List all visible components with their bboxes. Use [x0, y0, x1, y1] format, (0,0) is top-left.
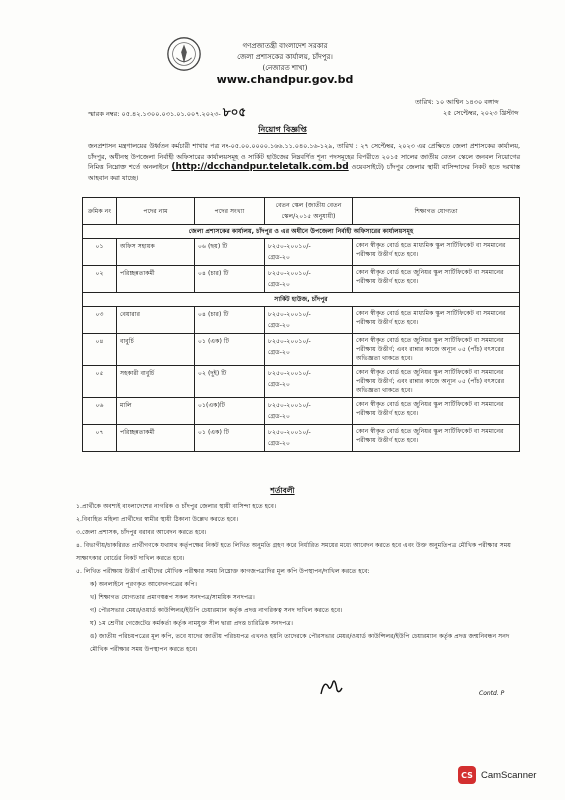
application-website-link[interactable]: (http://dcchandpur.teletalk.com.bd [171, 162, 349, 172]
condition-subitem: খ) শিক্ষাগত যোগ্যতার প্রমাণস্বরূপ সকল সনদপত্র/সাময়িক সনদপত্র। [90, 594, 255, 601]
camscanner-logo-icon: CS [458, 766, 476, 784]
date-bangla: ১০ আশ্বিন ১৪৩০ বঙ্গাব্দ [435, 98, 499, 106]
row-qualification: কোন স্বীকৃত বোর্ড হতে জুনিয়র স্কুল সার্টিফিকেট বা সমমানের পরীক্ষায় উত্তীর্ণ; এবং রান্নার কাজে অন্যূন ০৫ (পাঁচ) বৎসরের অভিজ্ঞতা থাকতে হবে। [353, 366, 520, 398]
section-dc-office: জেলা প্রশাসকের কার্যালয়, চাঁদপুর ও এর অধীনে উপজেলা নির্বাহী অফিসারের কার্যালয়সমূহ [83, 225, 520, 239]
row-serial: ০৫ [83, 366, 117, 398]
row-post: মালি [117, 398, 195, 425]
condition-item: ১.প্রার্থীকে অবশ্যই বাংলাদেশের নাগরিক ও চাঁদপুর জেলার স্থায়ী বাসিন্দা হতে হবে। [76, 503, 277, 510]
row-count: ০৬ (ছয়) টি [195, 239, 265, 266]
row-count: ০১ (এক) টি [195, 334, 265, 366]
table-row [83, 366, 520, 398]
conditions-list [76, 500, 516, 656]
row-count: ০৪ (চার) টি [195, 266, 265, 293]
vacancy-table [82, 197, 520, 452]
row-count: ০৪ (চার) টি [195, 307, 265, 334]
row-qualification: কোন স্বীকৃত বোর্ড হতে জুনিয়র স্কুল সার্টিফিকেট বা সমমানের পরীক্ষায় উত্তীর্ণ হতে হবে। [353, 266, 520, 293]
table-row [83, 239, 520, 266]
condition-subitem: ঘ) ১ম শ্রেণীর গেজেটেড কর্মকর্তা কর্তৃক নামযুক্ত সীল দ্বারা প্রদত্ত চারিত্রিক সনদপত্র। [90, 620, 293, 627]
condition-subitem: গ) পৌরসভার মেয়র/ওয়ার্ড কাউন্সিলর/ইউপি চেয়ারম্যান কর্তৃক প্রদত্ত নাগরিকত্ব সনদ দাখিল করতে হবে। [90, 607, 343, 614]
col-post: পদের নাম [117, 198, 195, 225]
row-serial: ০৪ [83, 334, 117, 366]
section-header-row [83, 293, 520, 307]
condition-item: ৪. বিভাগীয়/চাকরিরত প্রার্থীগণকে যথাযথ কর্তৃপক্ষের নিকট হতে লিখিত অনুমতি গ্রহণ করে নির্ধারিত সময়ের মধ্যে আবেদন করতে হবে এবং উক্ত অনুমতিপত্র মৌখিক পরীক্ষার সময় সাক্ষাৎকার বোর্ডের নিকট দাখিল করতে হবে। [76, 542, 511, 562]
row-post: বেয়ারার [117, 307, 195, 334]
intro-text: জনপ্রশাসন মন্ত্রণালয়ের উর্ধ্বতন কর্মচারী শাখার পত্র নং-০৫.০০.০০০০.১৬৬.১১.০৪০.১৬-১২৯, তারিখ : ২৭ সেপ্টেম্বর, ২০২৩ এর প্রেক্ষিতে জেলা প্রশাসকের কার্যালয়, চাঁদপুর, অধীনস্থ উপজেলা নির্বাহী অফিসারের কার্যালয়সমূহ ও সার্কিট হাউজের নিম্নবর্ণিত শূন্য পদসমূহের বিপরীতে ২০১৫ সালের জাতীয় বেতন স্কেলে জনবল নিয়োগের নিমিত্ত নিম্নোক্ত শর্তে অনলাইনে [88, 142, 520, 171]
condition-item: ২.বিবাহিত মহিলা প্রার্থীদের স্বামীর স্থায়ী ঠিকানা উল্লেখ করতে হবে। [76, 516, 239, 523]
memo-label: স্মারক নম্বর: ০৫.৪২.১৩০০.০৩১.০১.০০৭.২০২৩- [88, 110, 221, 118]
row-scale: ৮২৫০-২০০১০/- গ্রেড-২০ [265, 266, 353, 293]
row-qualification: কোন স্বীকৃত বোর্ড হতে জুনিয়র স্কুল সার্টিফিকেট বা সমমানের পরীক্ষায় উত্তীর্ণ হতে হবে। [353, 398, 520, 425]
row-post: সহকারী বাবুর্চি [117, 366, 195, 398]
col-qualification: শিক্ষাগত যোগ্যতা [353, 198, 520, 225]
table-row [83, 398, 520, 425]
row-count: ০২ (দুই) টি [195, 366, 265, 398]
row-post: বাবুর্চি [117, 334, 195, 366]
table-header-row [83, 198, 520, 225]
intro-paragraph [88, 141, 520, 183]
header-website: www.chandpur.gov.bd [216, 73, 354, 86]
memo-reference [88, 104, 246, 124]
memo-number: ৮০৫ [222, 105, 247, 119]
row-scale: ৮২৫০-২০০১০/- গ্রেড-২০ [265, 366, 353, 398]
continued-note: Contd. P [479, 690, 505, 697]
col-scale: বেতন স্কেল (জাতীয় বেতন স্কেল/২০১৫ অনুযায়ী) [265, 198, 353, 225]
row-count: ০১(এক)টি [195, 398, 265, 425]
table-row [83, 334, 520, 366]
table-row [83, 266, 520, 293]
col-serial: ক্রমিক নং [83, 198, 117, 225]
row-scale: ৮২৫০-২০০১০/- গ্রেড-২০ [265, 307, 353, 334]
header-government: গণপ্রজাতন্ত্রী বাংলাদেশ সরকার [242, 42, 328, 50]
date-english: ২৫ সেপ্টেম্বর, ২০২৩ খ্রিস্টাব্দ [443, 109, 519, 117]
row-post: পরিচ্ছন্নতাকর্মী [117, 425, 195, 452]
camscanner-label: CamScanner [481, 769, 537, 781]
row-scale: ৮২৫০-২০০১০/- গ্রেড-২০ [265, 334, 353, 366]
condition-item: ৫. লিখিত পরীক্ষায় উত্তীর্ণ প্রার্থীদের মৌখিক পরীক্ষার সময় নিম্নোক্ত কাগজপত্রাদির মূল কপি উপস্থাপন/দাখিল করতে হবে: [76, 568, 370, 575]
conditions-title: শর্তাবলী [270, 486, 295, 495]
row-post: পরিচ্ছন্নতাকর্মী [117, 266, 195, 293]
date-label: তারিখ: [415, 98, 434, 106]
row-serial: ০১ [83, 239, 117, 266]
col-count: পদের সংখ্যা [195, 198, 265, 225]
row-serial: ০৭ [83, 425, 117, 452]
header-section: (নেজারত শাখা) [262, 64, 308, 72]
row-qualification: কোন স্বীকৃত বোর্ড হতে মাধ্যমিক স্কুল সার্টিফিকেট বা সমমানের পরীক্ষায় উত্তীর্ণ হতে হবে। [353, 239, 520, 266]
section-circuit-house: সার্কিট হাউজ, চাঁদপুর [83, 293, 520, 307]
row-scale: ৮২৫০-২০০১০/- গ্রেড-২০ [265, 425, 353, 452]
condition-item: ৩.জেলা প্রশাসক, চাঁদপুর বরাবর আবেদন করতে হবে। [76, 529, 207, 536]
row-post: অফিস সহায়ক [117, 239, 195, 266]
signature [318, 676, 344, 698]
notice-title: নিয়োগ বিজ্ঞপ্তি [258, 125, 307, 134]
table-row [83, 425, 520, 452]
row-serial: ০২ [83, 266, 117, 293]
section-header-row [83, 225, 520, 239]
row-scale: ৮২৫০-২০০১০/- গ্রেড-২০ [265, 239, 353, 266]
row-qualification: কোন স্বীকৃত বোর্ড হতে জুনিয়র স্কুল সার্টিফিকেট বা সমমানের পরীক্ষায় উত্তীর্ণ হতে হবে। [353, 425, 520, 452]
row-qualification: কোন স্বীকৃত বোর্ড হতে জুনিয়র স্কুল সার্টিফিকেট বা সমমানের পরীক্ষায় উত্তীর্ণ; এবং রান্নার কাজে অন্যূন ০৫ (পাঁচ) বৎসরের অভিজ্ঞতা থাকতে হবে। [353, 334, 520, 366]
row-count: ০১ (এক) টি [195, 425, 265, 452]
row-serial: ০৩ [83, 307, 117, 334]
row-qualification: কোন স্বীকৃত বোর্ড হতে মাধ্যমিক স্কুল সার্টিফিকেট বা সমমানের পরীক্ষায় উত্তীর্ণ হতে হবে। [353, 307, 520, 334]
camscanner-watermark [458, 766, 536, 784]
memo-dates [415, 97, 519, 119]
header-office: জেলা প্রশাসকের কার্যালয়, চাঁদপুর। [237, 53, 333, 61]
condition-subitem: ক) অনলাইনে পূরণকৃত আবেদনপত্রের কপি। [90, 581, 198, 588]
condition-subitem: ঙ) জাতীয় পরিচয়পত্রের মূল কপি, তবে যাদের জাতীয় পরিচয়পত্র এখনও হয়নি তাদেরকে পৌরসভার মেয়র/ওয়ার্ড কাউন্সিলর/ইউপি চেয়ারম্যান কর্তৃক প্রদত্ত জন্মনিবন্ধন সনদ মৌখিক পরীক্ষার সময় উপস্থাপন করতে হবে। [90, 633, 510, 653]
row-serial: ০৬ [83, 398, 117, 425]
table-row [83, 307, 520, 334]
row-scale: ৮২৫০-২০০১০/- গ্রেড-২০ [265, 398, 353, 425]
intro-text-continued: ওয়েবসাইটে) চাঁদপুর জেলার স্থায়ী বাসিন্দাদের নিকট হতে দরখাস্ত আহবান করা যাচ্ছে। [88, 163, 520, 182]
